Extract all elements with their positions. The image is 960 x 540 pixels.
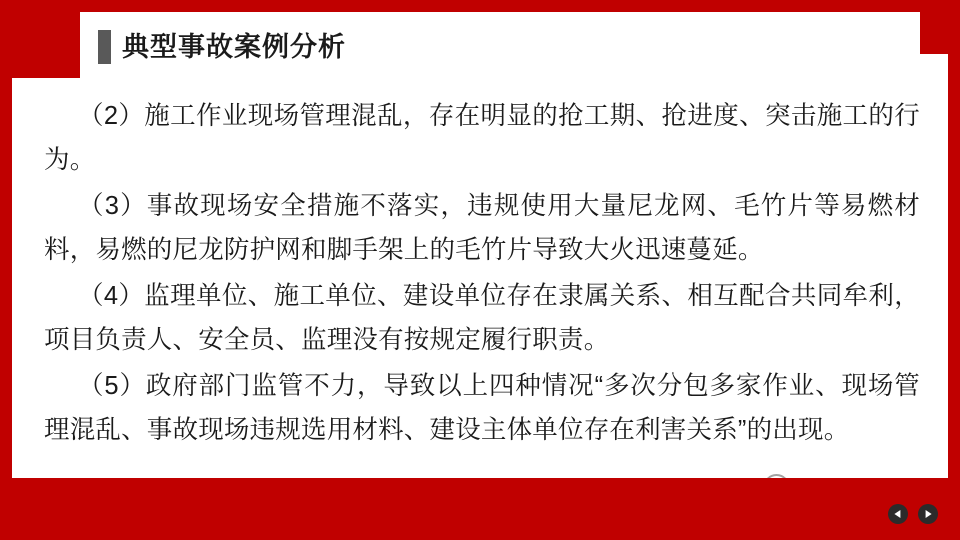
title-accent-bar bbox=[98, 30, 111, 64]
slide-body bbox=[44, 94, 920, 454]
body-paragraph-5: （5）政府部门监管不力，导致以上四种情况“多次分包多家作业、现场管理混乱、事故现场违规选用材料、建设主体单位存在利害关系”的出现。 bbox=[44, 372, 920, 444]
bottom-red-band bbox=[0, 478, 960, 540]
next-slide-icon[interactable] bbox=[918, 504, 938, 524]
body-paragraph-4: （4）监理单位、施工单位、建设单位存在隶属关系、相互配合共同牟利，项目负责人、安全员、监理没有按规定履行职责。 bbox=[44, 282, 920, 354]
body-paragraph-2: （2）施工作业现场管理混乱，存在明显的抢工期、抢进度、突击施工的行为。 bbox=[44, 102, 920, 174]
top-red-border bbox=[0, 0, 960, 12]
slide-header bbox=[12, 12, 948, 78]
page-title: 典型事故案例分析 bbox=[122, 32, 346, 62]
body-paragraph-3: （3）事故现场安全措施不落实，违规使用大量尼龙网、毛竹片等易燃材料，易燃的尼龙防护网和脚手架上的毛竹片导致大火迅速蔓延。 bbox=[44, 192, 920, 264]
header-red-block-right bbox=[920, 12, 948, 54]
left-red-border bbox=[0, 0, 12, 540]
right-red-border bbox=[948, 0, 960, 540]
slide-navigation[interactable] bbox=[888, 504, 938, 524]
previous-slide-icon[interactable] bbox=[888, 504, 908, 524]
header-red-block-left bbox=[12, 12, 80, 78]
